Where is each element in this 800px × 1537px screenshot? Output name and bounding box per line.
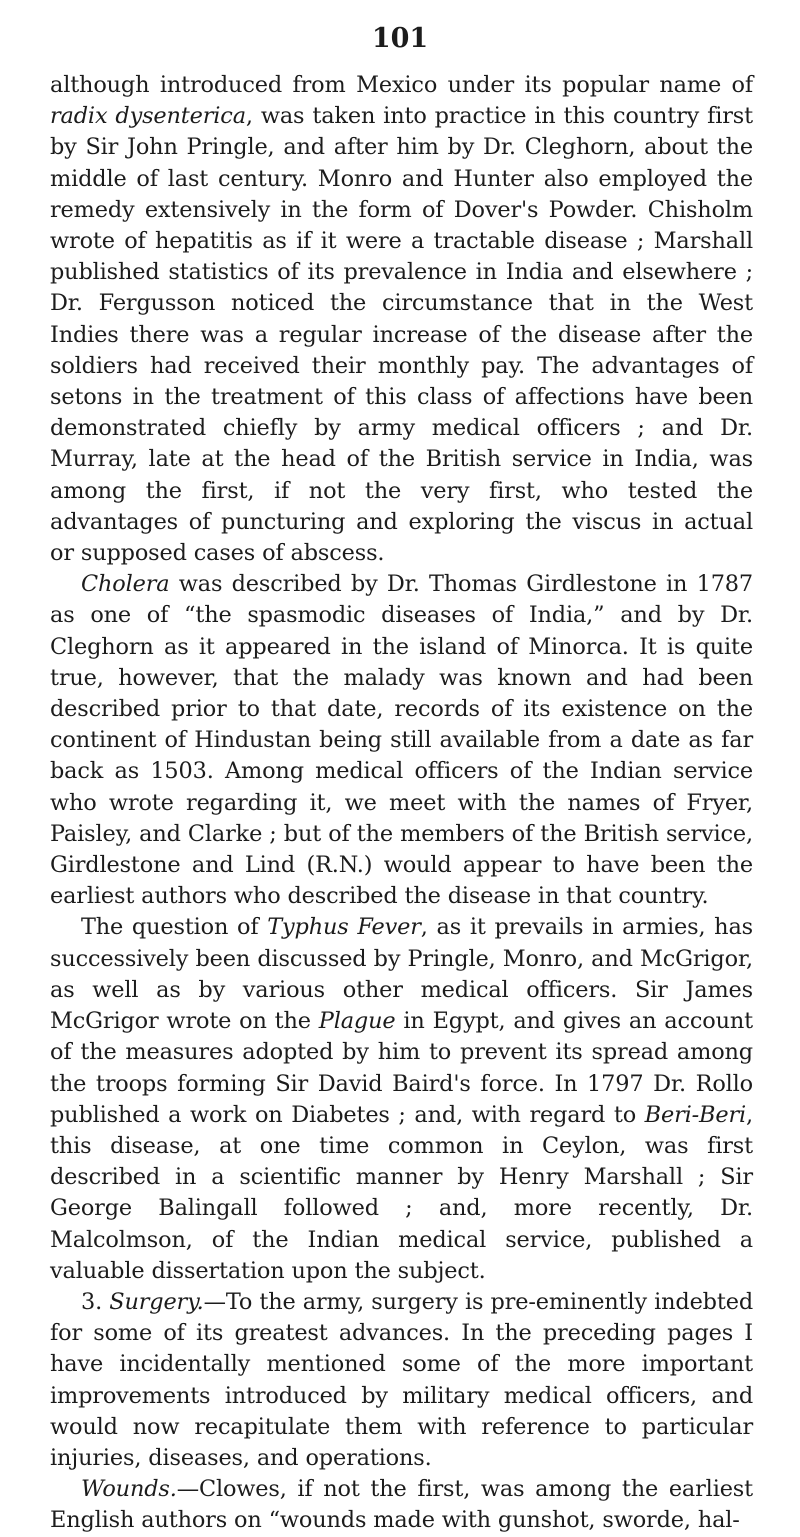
paragraph-typhus: The question of Typhus Fever, as it prevails in armies, has successively been discussed by Pringle, Monro, and McGrigor, as well as by various other medical officers. Sir James McGrigor wrote on the Plague in Egypt, and gives an account of the measures adopted by him to prevent its spread among the troops forming Sir David Baird's force. In 1797 Dr. Rollo published a work on Diabetes ; and, with regard to Beri-Beri, this disease, at one time common in Ceylon, was first described in a scientific manner by Henry Marshall ; Sir George Balingall followed ; and, more recently, Dr. Malcolmson, of the Indian medical service, published a valuable dissertation upon the subject. xyxy=(50,914,753,1284)
paragraph-cholera: Cholera was described by Dr. Thomas Girdlestone in 1787 as one of “the spasmodic diseases of India,” and by Dr. Cleghorn as it appeared in the island of Minorca. It is quite true, however, that the malady was known and had been described prior to that date, records of its existence on the continent of Hindustan being still available from a date as far back as 1503. Among medical officers of the Indian service who wrote regarding it, we meet with the names of Fryer, Paisley, and Clarke ; but of the members of the British service, Girdlestone and Lind (R.N.) would appear to have been the earliest authors who described the disease in that country. xyxy=(50,571,753,910)
page-number: 101 xyxy=(371,23,429,54)
paragraph-surgery: 3. Surgery.—To the army, surgery is pre-eminently indebted for some of its greatest advances. In the preceding pages I have incidentally mentioned some of the more important improvements introduced by military medical officers, and would now recapitulate them with reference to particular injuries, diseases, and operations. xyxy=(50,1288,753,1471)
paragraph-dysentery: although introduced from Mexico under its popular name of radix dysenterica, was taken into practice in this country first by Sir John Pringle, and after him by Dr. Cleghorn, about the middle of last century. Monro and Hunter also employed the remedy extensively in the form of Dover's Powder. Chisholm wrote of hepatitis as if it were a tractable disease ; Marshall published statistics of its prevalence in India and elsewhere ; Dr. Fergusson noticed the circumstance that in the West Indies there was a regular increase of the disease after the soldiers had received their monthly pay. The advantages of setons in the treatment of this class of affections have been demonstrated chiefly by army medical officers ; and Dr. Murray, late at the head of the British service in India, was among the first, if not the very first, who tested the advantages of puncturing and exploring the viscus in actual or supposed cases of abscess. xyxy=(50,72,753,567)
paragraph-wounds: Wounds.—Clowes, if not the first, was among the earliest English authors on “wounds made with gunshot, sworde, hal- xyxy=(50,1476,753,1534)
body-text xyxy=(50,70,753,1537)
